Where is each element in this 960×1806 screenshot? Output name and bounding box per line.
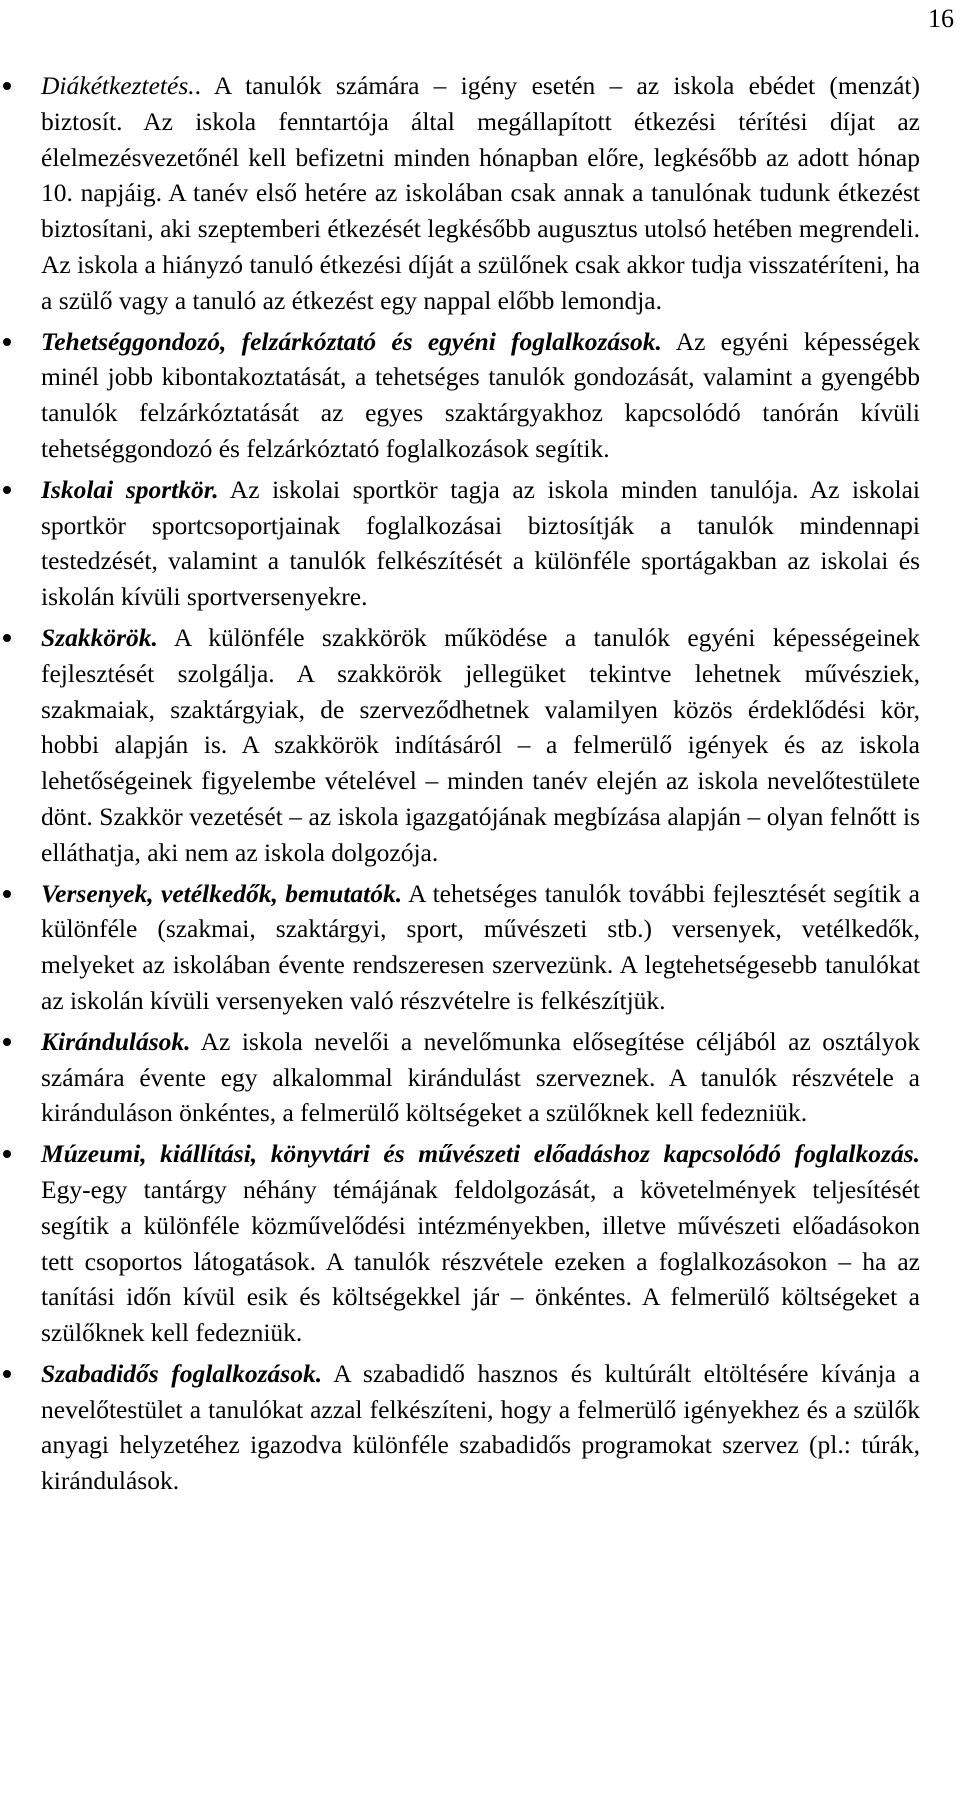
list-item-leisure-activities [0,1356,960,1499]
bullet-icon [3,634,11,642]
item-text: Az egyéni képességek minél jobb kibontakoztatását, a tehetséges tanulók gondozását, valamint a gyengébb tanulók felzárkóztatását az egyes szaktárgyakhoz kapcsolódó tanórán kívüli tehetséggondozó és felzárkóztató foglalkozások segítik. [41,326,920,463]
item-text: Az iskolai sportkör tagja az iskola minden tanulója. Az iskolai sportkör sportcsoportjainak foglalkozásai biztosítják a tanulók mindennapi testedzését, valamint a tanulók felkészítését a különféle sportágakban az iskolai és iskolán kívüli sportversenyekre. [41,474,920,612]
page-number: 16 [928,4,954,33]
list-item-competitions [0,876,960,1019]
item-heading: Versenyek, vetélkedők, bemutatók. [41,878,403,908]
list-item-study-circles [0,620,960,871]
bullet-icon [3,1150,11,1158]
item-heading: Tehetséggondozó, felzárkóztató és egyéni foglalkozások. [41,326,662,356]
item-text: A tehetséges tanulók további fejlesztését segítik a különféle (szakmai, szaktárgyi, sport, művészeti stb.) versenyek, vetélkedők, melyeket az iskolában évente rendszeresen szervezünk. A legtehetségesebb tanulókat az iskolán kívüli versenyeken való részvételre is felkészítjük. [41,878,920,1015]
list-item-sports-club [0,472,960,615]
list-item-museum-activities [0,1136,960,1351]
document-body [0,68,960,1504]
bullet-icon [3,890,11,898]
item-text: Egy-egy tantárgy néhány témájának feldolgozását, a követelmények teljesítését segítik a különféle közművelődési intézményekben, illetve művészeti előadásokon tett csoportos látogatások. A tanulók részvétele ezeken a foglalkozásokon – ha az tanítási időn kívül esik és költségekkel jár – önkéntes. A felmerülő költségeket a szülőknek kell fedezniük. [41,1174,920,1348]
bullet-icon [3,338,11,346]
bullet-icon [3,1370,11,1378]
bullet-icon [3,82,11,90]
activity-list [0,68,960,1499]
item-heading: Kirándulások. [41,1026,191,1056]
list-item-talent-development [0,324,960,467]
item-text: . A tanulók számára – igény esetén – az iskola ebédet (menzát) biztosít. Az iskola fenntartója által megállapított étkezési térítési díjat az élelmezésvezetőnél kell befizetni minden hónapban előre, legkésőbb az adott hónap 10. napjáig. A tanév első hetére az iskolában csak annak a tanulónak tudunk étkezést biztosítani, aki szeptemberi étkezését legkésőbb augusztus utolsó hetében megrendeli. Az iskola a hiányzó tanuló étkezési díját a szülőnek csak akkor tudja visszatéríteni, ha a szülő vagy a tanuló az étkezést egy nappal előbb lemondja. [41,71,920,315]
bullet-icon [3,1038,11,1046]
item-heading: Diákétkeztetés. [41,71,195,100]
item-heading: Iskolai sportkör. [41,474,219,504]
item-text: A szabadidő hasznos és kultúrált eltöltésére kívánja a nevelőtestület a tanulókat azzal felkészíteni, hogy a felmerülő igényekhez és a szülők anyagi helyzetéhez igazodva különféle szabadidős programokat szervez (pl.: túrák, kirándulások. [41,1358,921,1496]
item-heading: Múzeumi, kiállítási, könyvtári és művészeti előadáshoz kapcsolódó foglalkozás. [41,1139,920,1169]
list-item-meal-service [0,68,960,319]
item-heading: Szakkörök. [41,622,158,652]
item-heading: Szabadidős foglalkozások. [41,1358,323,1388]
list-item-excursions [0,1024,960,1131]
bullet-icon [3,486,11,494]
item-text: A különféle szakkörök működése a tanulók egyéni képességeinek fejlesztését szolgálja. A szakkörök jellegüket tekintve lehetnek művésziek, szakmaiak, szaktárgyiak, de szerveződhetnek valamilyen közös érdeklődési kör, hobbi alapján is. A szakkörök indításáról – a felmerülő igények és az iskola lehetőségeinek figyelembe vételével – minden tanév elején az iskola nevelőtestülete dönt. Szakkör vezetését – az iskola igazgatójának megbízása alapján – olyan felnőtt is elláthatja, aki nem az iskola dolgozója. [41,622,920,867]
item-text: Az iskola nevelői a nevelőmunka elősegítése céljából az osztályok számára évente egy alkalommal kirándulást szerveznek. A tanulók részvétele a kiránduláson önkéntes, a felmerülő költségeket a szülőknek kell fedezniük. [41,1026,920,1128]
